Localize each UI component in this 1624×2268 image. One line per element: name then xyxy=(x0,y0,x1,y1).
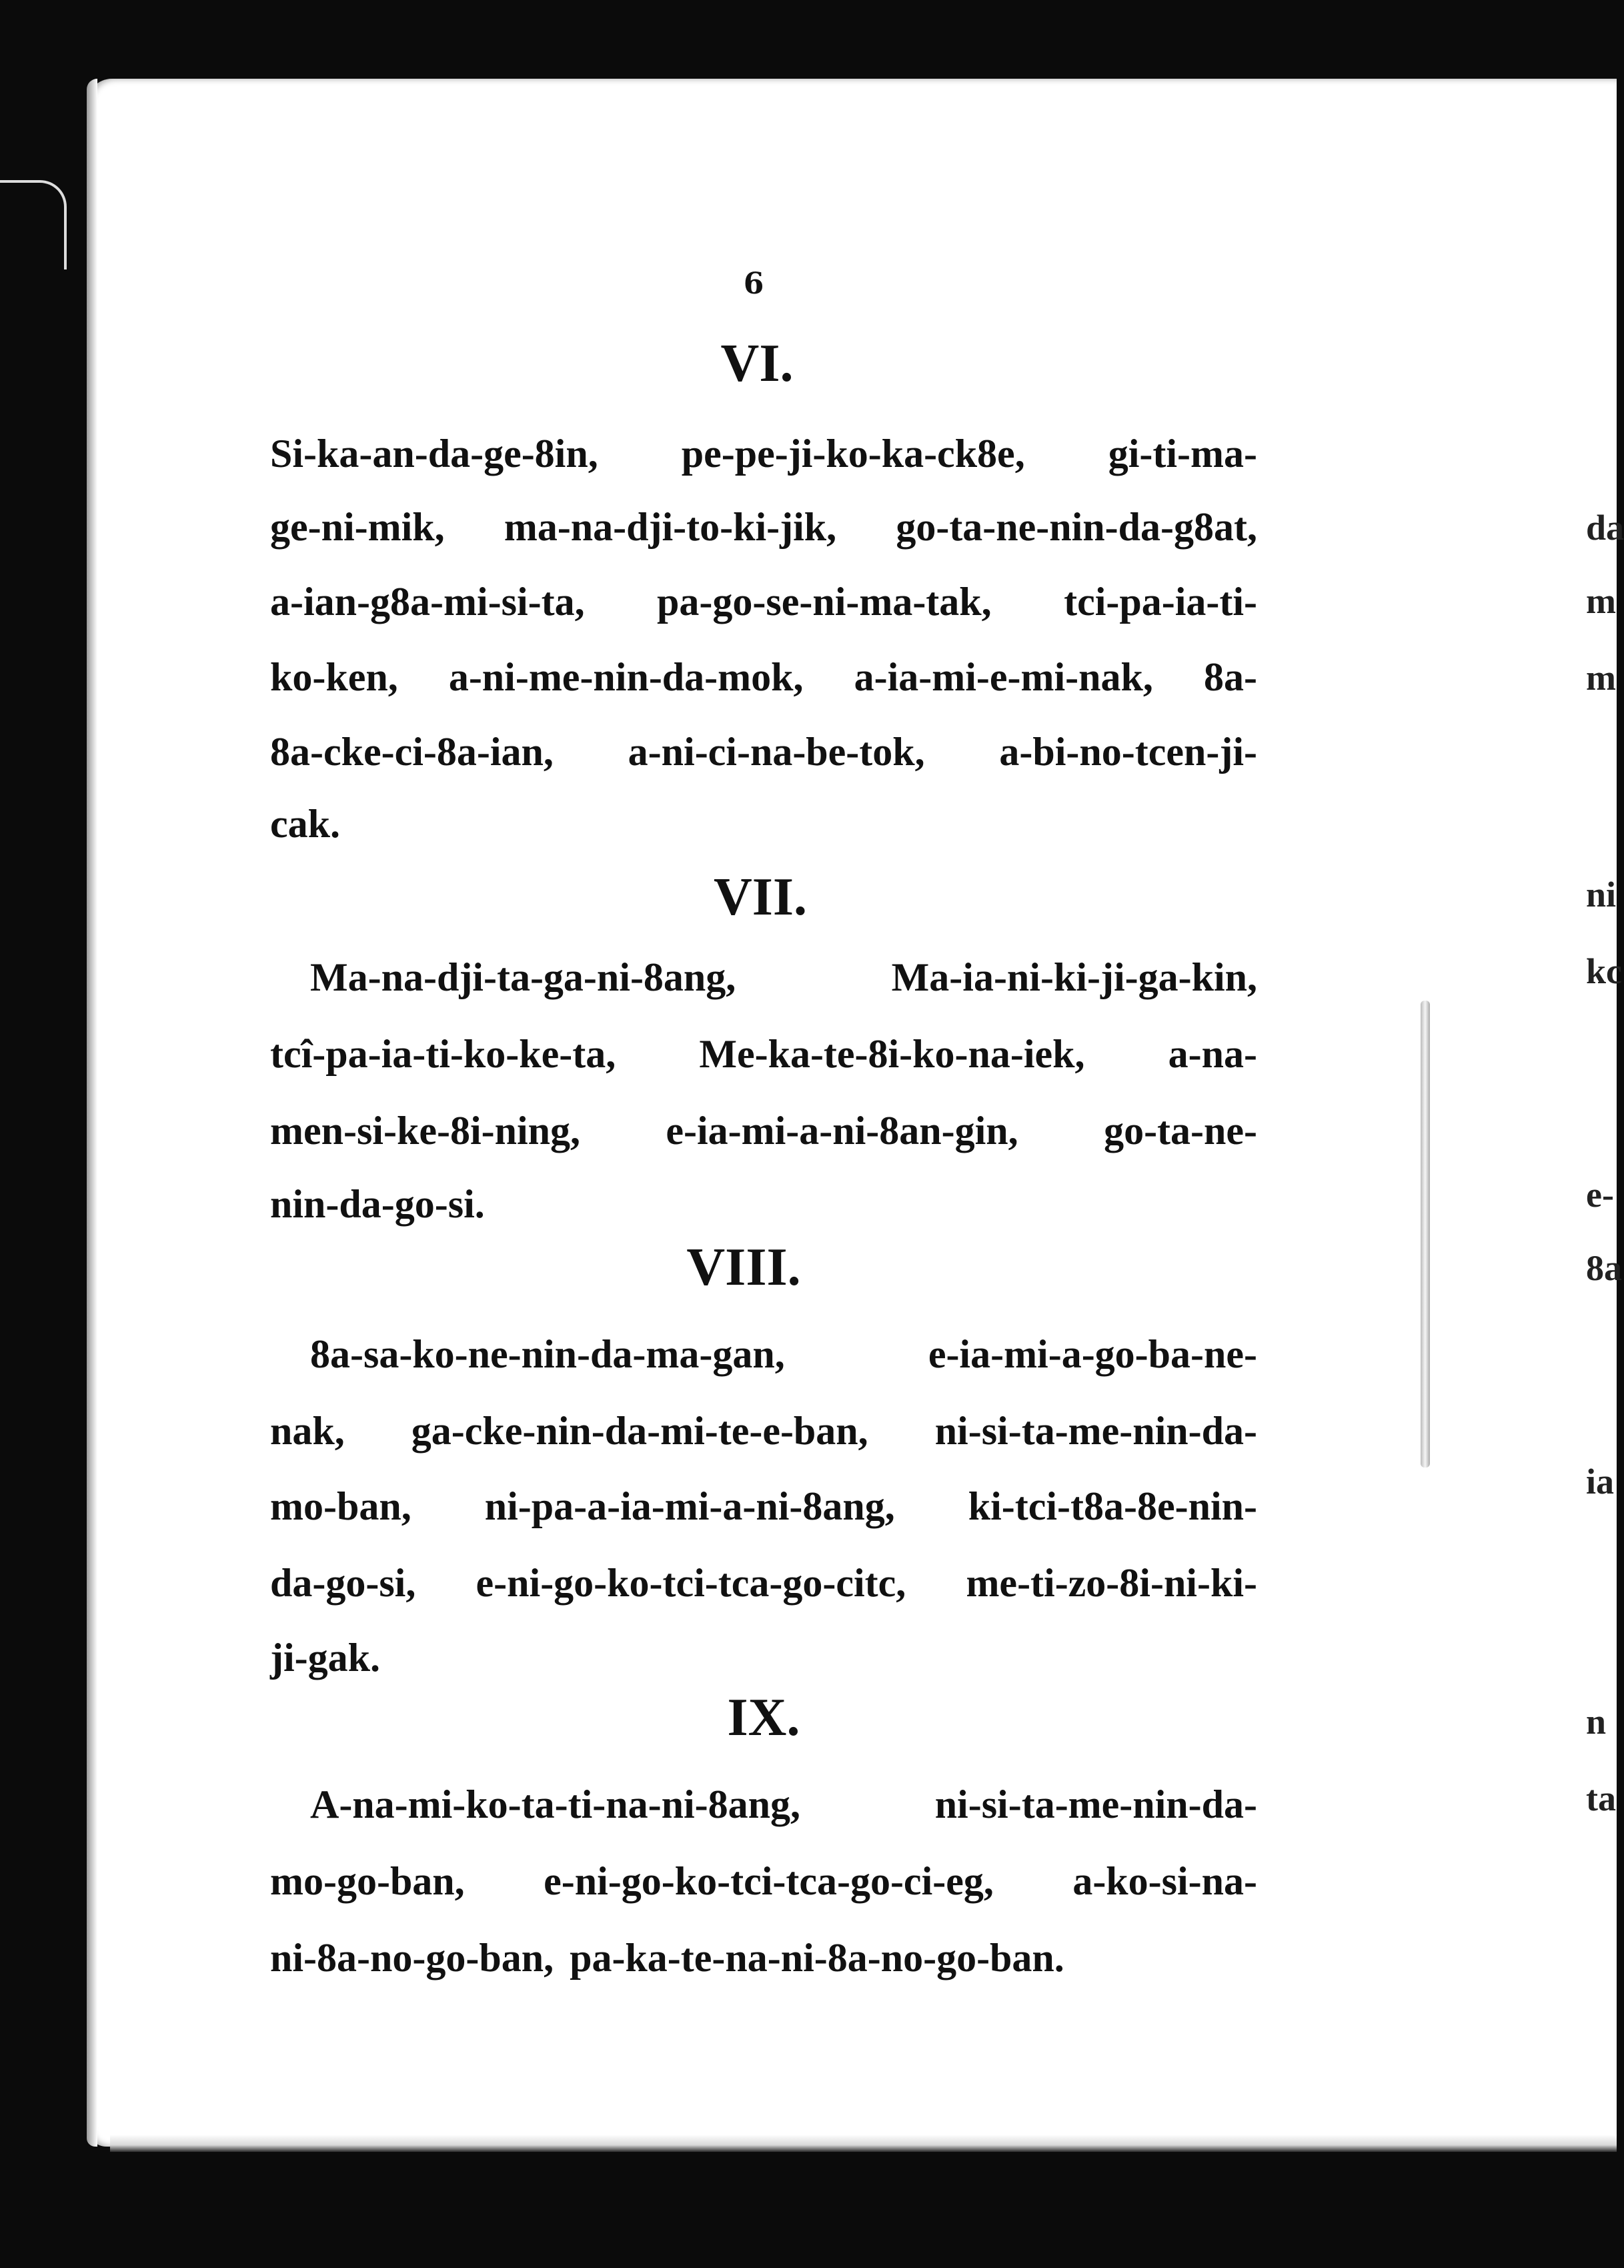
word: ga-cke-nin-da-mi-te-e-ban, xyxy=(411,1409,868,1453)
page-bottom-shadow xyxy=(110,2135,1617,2152)
word: Si-ka-an-da-ge-8in, xyxy=(270,432,598,476)
word: A-na-mi-ko-ta-ti-na-ni-8ang, xyxy=(310,1782,800,1826)
word: Ma-ia-ni-ki-ji-ga-kin, xyxy=(891,955,1257,999)
adjacent-page-fragment: m xyxy=(1586,581,1616,621)
word: 8a-cke-ci-8a-ian, xyxy=(270,730,554,774)
word: mo-go-ban, xyxy=(270,1859,465,1903)
word: e-ia-mi-a-go-ba-ne- xyxy=(928,1332,1257,1376)
word: a-bi-no-tcen-ji- xyxy=(999,730,1257,774)
text-line xyxy=(310,951,1257,1004)
word: pe-pe-ji-ko-ka-ck8e, xyxy=(681,432,1025,476)
word: ni-pa-a-ia-mi-a-ni-8ang, xyxy=(484,1484,895,1528)
word: a-ni-ci-na-be-tok, xyxy=(628,730,925,774)
word: cak. xyxy=(270,802,340,846)
adjacent-page-fragment: e- xyxy=(1586,1175,1614,1215)
page-edge-shadow xyxy=(87,79,97,2147)
section-heading: VI. xyxy=(720,334,794,393)
text-line xyxy=(270,575,1257,628)
word: go-ta-ne-nin-da-g8at, xyxy=(896,505,1257,549)
text-line xyxy=(310,1778,1257,1831)
word: men-si-ke-8i-ning, xyxy=(270,1109,580,1153)
text-line xyxy=(270,1931,1257,1985)
word: tcî-pa-ia-ti-ko-ke-ta, xyxy=(270,1032,616,1076)
word: ni-si-ta-me-nin-da- xyxy=(934,1409,1257,1453)
word: Me-ka-te-8i-ko-na-iek, xyxy=(699,1032,1085,1076)
adjacent-page-fragment: kc xyxy=(1586,951,1622,991)
text-line xyxy=(270,1404,1257,1458)
text-line xyxy=(270,1104,1257,1157)
adjacent-page-fragment: ni xyxy=(1586,875,1617,915)
word: ni-8a-no-go-ban, xyxy=(270,1936,554,1980)
adjacent-page-fragment: m xyxy=(1586,658,1616,698)
word: me-ti-zo-8i-ni-ki- xyxy=(966,1561,1257,1605)
word: gi-ti-ma- xyxy=(1108,432,1257,476)
word: a-ian-g8a-mi-si-ta, xyxy=(270,580,585,624)
word: ki-tci-t8a-8e-nin- xyxy=(968,1484,1257,1528)
word: nak, xyxy=(270,1409,345,1453)
word: a-na- xyxy=(1168,1032,1257,1076)
binding-strip xyxy=(1421,1001,1430,1468)
text-line xyxy=(310,1327,1257,1381)
word: ge-ni-mik, xyxy=(270,505,445,549)
text-line xyxy=(270,500,1257,554)
page-number: 6 xyxy=(743,267,764,301)
word: nin-da-go-si. xyxy=(270,1182,485,1226)
word: 8a- xyxy=(1203,655,1257,699)
word: Ma-na-dji-ta-ga-ni-8ang, xyxy=(310,955,736,999)
word: mo-ban, xyxy=(270,1484,412,1528)
text-line xyxy=(270,1556,1257,1610)
text-line xyxy=(270,1480,1257,1533)
text-line xyxy=(270,1027,1257,1081)
word: ma-na-dji-to-ki-jik, xyxy=(504,505,837,549)
adjacent-page-fragment: da xyxy=(1586,508,1624,548)
section-heading: IX. xyxy=(727,1688,800,1747)
text-line xyxy=(270,427,1257,480)
word: a-ni-me-nin-da-mok, xyxy=(448,655,804,699)
section-heading: VIII. xyxy=(686,1238,801,1297)
word: e-ni-go-ko-tci-tca-go-citc, xyxy=(476,1561,906,1605)
adjacent-page-fragment: ia xyxy=(1586,1462,1615,1502)
word: go-ta-ne- xyxy=(1104,1109,1257,1153)
adjacent-page-fragment: ta xyxy=(1586,1778,1616,1818)
word: da-go-si, xyxy=(270,1561,416,1605)
text-line xyxy=(270,797,1257,851)
word: a-ia-mi-e-mi-nak, xyxy=(854,655,1153,699)
scan-edge-mark xyxy=(0,180,67,269)
word: ni-si-ta-me-nin-da- xyxy=(934,1782,1257,1826)
text-line xyxy=(270,725,1257,778)
text-line xyxy=(270,1631,1257,1684)
word: ko-ken, xyxy=(270,655,398,699)
word: ji-gak. xyxy=(270,1636,380,1680)
adjacent-page-fragment: n xyxy=(1586,1702,1607,1742)
word: pa-ka-te-na-ni-8a-no-go-ban. xyxy=(570,1936,1064,1980)
word: e-ia-mi-a-ni-8an-gin, xyxy=(666,1109,1018,1153)
word: a-ko-si-na- xyxy=(1072,1859,1257,1903)
word: e-ni-go-ko-tci-tca-go-ci-eg, xyxy=(544,1859,994,1903)
word: pa-go-se-ni-ma-tak, xyxy=(657,580,992,624)
text-line xyxy=(270,1177,1257,1231)
scan-background-left xyxy=(0,0,87,2268)
adjacent-page-fragment: 8a xyxy=(1586,1248,1622,1288)
word: 8a-sa-ko-ne-nin-da-ma-gan, xyxy=(310,1332,785,1376)
text-line xyxy=(270,1854,1257,1908)
text-line xyxy=(270,650,1257,704)
word: tci-pa-ia-ti- xyxy=(1064,580,1257,624)
section-heading: VII. xyxy=(713,868,808,927)
